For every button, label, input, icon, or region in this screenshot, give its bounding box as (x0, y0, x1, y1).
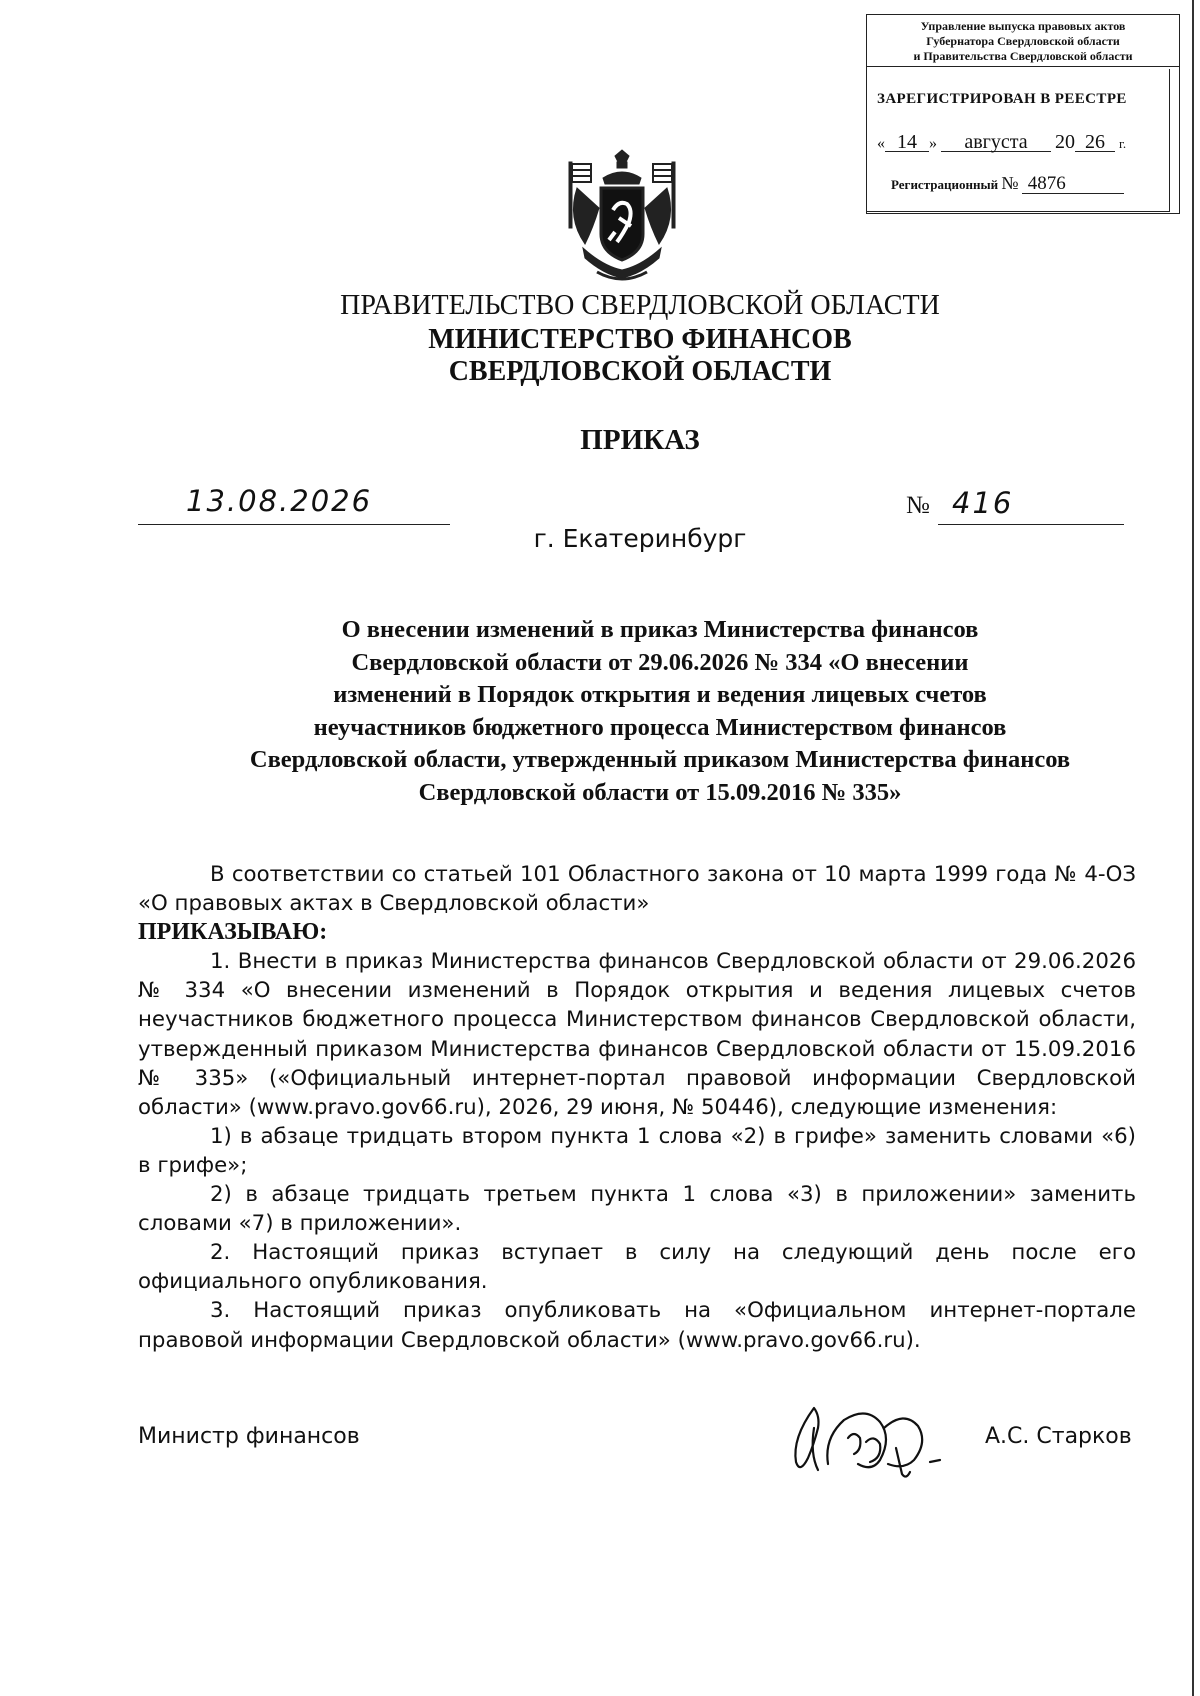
order-number-sign: № (906, 492, 930, 519)
signatory-name: А.С. Старков (985, 1424, 1132, 1449)
stamp-header-line: Губернатора Свердловской области (926, 34, 1120, 48)
subject-line: Свердловской области от 15.09.2016 № 335» (418, 778, 902, 806)
coat-of-arms-emblem (563, 148, 681, 286)
ministry-name-line2: СВЕРДЛОВСКОЙ ОБЛАСТИ (448, 356, 832, 387)
item-3-paragraph: 3. Настоящий приказ опубликовать на «Официальном интернет-портале правовой информации Свердловской области» (www.pravo.gov66.ru). (138, 1298, 1136, 1353)
item-1-1-paragraph: 1) в абзаце тридцать втором пункта 1 слова «2) в грифе» заменить словами «6) в грифе»; (138, 1123, 1136, 1178)
handwritten-signature (784, 1398, 954, 1482)
order-date-handwritten: 13.08.2026 (186, 484, 373, 518)
order-number-field (906, 486, 1124, 526)
stamp-header-line: Управление выпуска правовых актов (920, 19, 1126, 33)
stamp-reg-number-row (891, 173, 1124, 194)
document-type-title: ПРИКАЗ (580, 424, 700, 456)
order-body (138, 860, 1136, 1355)
stamp-month: августа (941, 133, 1051, 152)
stamp-reg-number: 4876 (1022, 175, 1124, 194)
city-line: г. Екатеринбург (533, 524, 747, 553)
subject-line: неучастников бюджетного процесса Министерством финансов (313, 713, 1007, 741)
subject-line: изменений в Порядок открытия и ведения лицевых счетов (333, 681, 987, 708)
order-number-line (938, 486, 1124, 525)
subject-line: Свердловской области, утвержденный приказом Министерства финансов (249, 746, 1071, 773)
stamp-header-line: и Правительства Свердловской области (913, 49, 1133, 63)
government-name: ПРАВИТЕЛЬСТВО СВЕРДЛОВСКОЙ ОБЛАСТИ (340, 290, 940, 321)
order-date-field (138, 484, 450, 525)
order-word: ПРИКАЗЫВАЮ: (138, 919, 328, 946)
stamp-reg-sign: № (1001, 173, 1019, 193)
subject-line: Свердловской области от 29.06.2026 № 334 «О внесении (351, 648, 969, 676)
signatory-position: Министр финансов (138, 1424, 360, 1449)
item-1-2-paragraph: 2) в абзаце тридцать третьем пункта 1 слова «3) в приложении» заменить словами «7) в приложении». (138, 1182, 1136, 1237)
scan-edge-line (1192, 0, 1194, 1696)
subject-line: О внесении изменений в приказ Министерства финансов (341, 616, 979, 643)
order-subject (120, 614, 1200, 809)
registration-stamp (866, 14, 1180, 214)
item-2-paragraph: 2. Настоящий приказ вступает в силу на следующий день после его официального опубликования. (138, 1240, 1136, 1295)
ministry-name-line1: МИНИСТЕРСТВО ФИНАНСОВ (428, 324, 852, 355)
stamp-date (877, 131, 1126, 154)
stamp-registered-text: ЗАРЕГИСТРИРОВАН В РЕЕСТРЕ (877, 91, 1127, 107)
order-number-handwritten: 416 (952, 486, 1014, 520)
stamp-day: 14 (885, 133, 929, 152)
stamp-open-quote: « (877, 135, 885, 152)
stamp-year-suffix: 26 (1075, 133, 1115, 152)
stamp-body (867, 69, 1170, 212)
stamp-year-unit: г. (1119, 136, 1127, 151)
stamp-year-prefix: 20 (1055, 131, 1075, 153)
preamble-paragraph: В соответствии со статьей 101 Областного закона от 10 марта 1999 года № 4-ОЗ «О правовых актах в Свердловской области» (138, 862, 1136, 917)
stamp-header (867, 15, 1179, 67)
stamp-close-quote: » (929, 135, 937, 152)
item-1-paragraph: 1. Внести в приказ Министерства финансов Свердловской области от 29.06.2026 № 334 «О внесении изменений в Порядок открытия и ведения лицевых счетов неучастников бюджетного процесса Министерством финансов Свердловской области, утвержденный приказом Министерства финансов Свердловской области от 15.09.2016 № 335» («Официальный интернет-портал правовой информации Свердловской области» (www.pravo.gov66.ru), 2026, 29 июня, № 50446), следующие изменения: (138, 949, 1136, 1120)
stamp-reg-label: Регистрационный (891, 177, 999, 192)
